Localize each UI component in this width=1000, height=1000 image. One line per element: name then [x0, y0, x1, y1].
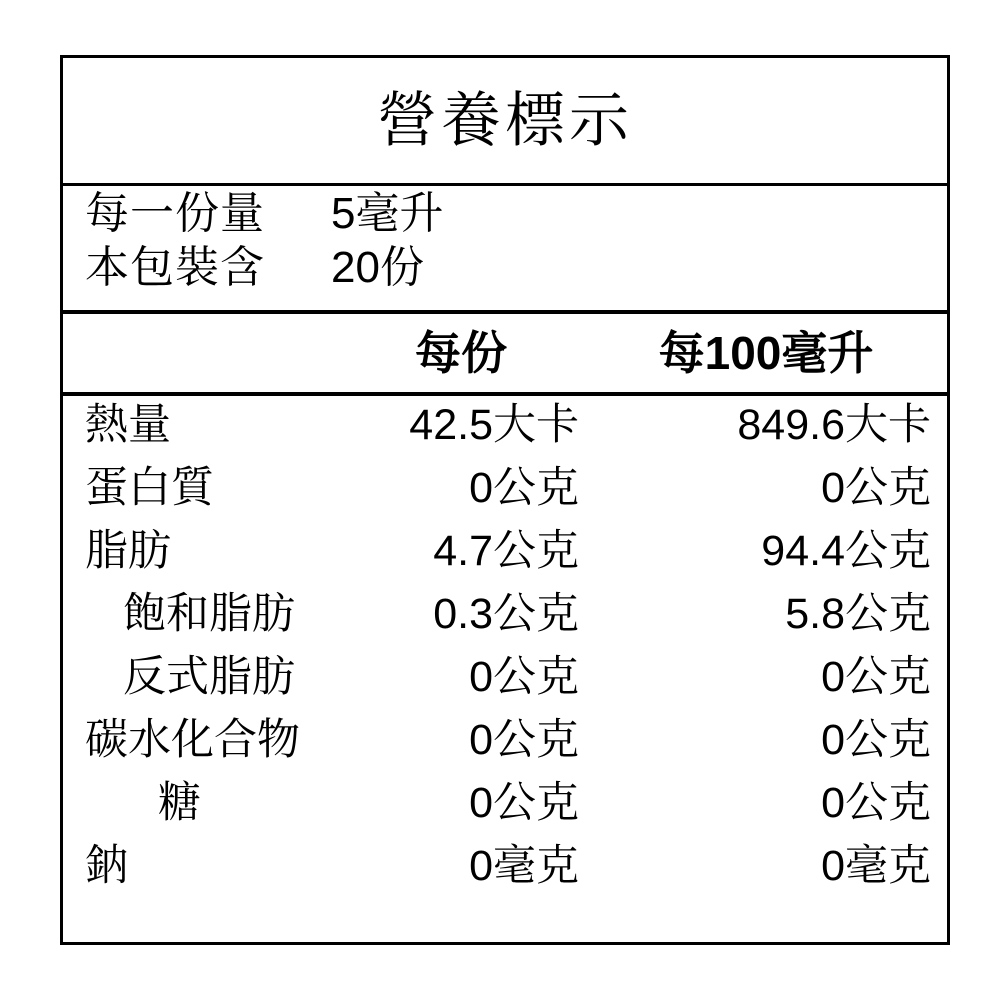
nutrient-per-serving-value: 0.3公克 [433, 590, 579, 638]
nutrient-per-100-value: 0公克 [821, 653, 931, 701]
nutrient-name: 鈉 [85, 842, 128, 890]
nutrient-per-serving-value: 0公克 [469, 716, 579, 764]
table-row [63, 716, 947, 782]
table-row [63, 779, 947, 845]
nutrient-name: 蛋白質 [85, 464, 214, 512]
serving-size-row [63, 189, 947, 246]
table-row [63, 842, 947, 908]
label-title-row [63, 58, 947, 186]
servings-per-container-row [63, 243, 947, 300]
nutrient-name: 飽和脂肪 [123, 590, 295, 638]
nutrient-per-serving-value: 0公克 [469, 464, 579, 512]
nutrition-facts-panel [60, 55, 950, 945]
nutrient-name: 碳水化合物 [85, 716, 300, 764]
table-row [63, 464, 947, 530]
servings-per-container-label: 本包裝含 [85, 243, 265, 292]
table-row [63, 527, 947, 593]
nutrient-per-100-value: 0公克 [821, 779, 931, 827]
nutrient-per-100-value: 94.4公克 [761, 527, 931, 575]
servings-per-container-value: 20份 [331, 243, 424, 292]
nutrient-name: 糖 [158, 779, 201, 827]
column-header-per-100: 每100毫升 [658, 327, 874, 379]
serving-size-label: 每一份量 [85, 189, 265, 238]
nutrient-name: 脂肪 [85, 527, 171, 575]
nutrient-name: 熱量 [85, 401, 171, 449]
nutrient-per-100-value: 0公克 [821, 464, 931, 512]
nutrient-per-100-value: 849.6大卡 [737, 401, 931, 449]
nutrient-per-serving-value: 4.7公克 [433, 527, 579, 575]
nutrient-per-100-value: 0毫克 [821, 842, 931, 890]
nutrient-per-serving-value: 42.5大卡 [409, 401, 579, 449]
nutrient-per-100-value: 5.8公克 [785, 590, 931, 638]
serving-size-value: 5毫升 [331, 189, 444, 238]
nutrient-per-100-value: 0公克 [821, 716, 931, 764]
column-header-row [63, 314, 947, 396]
nutrient-per-serving-value: 0公克 [469, 653, 579, 701]
table-row [63, 653, 947, 719]
page-title: 營養標示 [377, 86, 633, 154]
table-row [63, 401, 947, 467]
nutrient-per-serving-value: 0毫克 [469, 842, 579, 890]
nutrient-rows [63, 396, 947, 942]
table-row [63, 590, 947, 656]
serving-info-block [63, 186, 947, 314]
nutrient-per-serving-value: 0公克 [469, 779, 579, 827]
nutrient-name: 反式脂肪 [123, 653, 295, 701]
column-header-per-serving: 每份 [415, 327, 507, 379]
